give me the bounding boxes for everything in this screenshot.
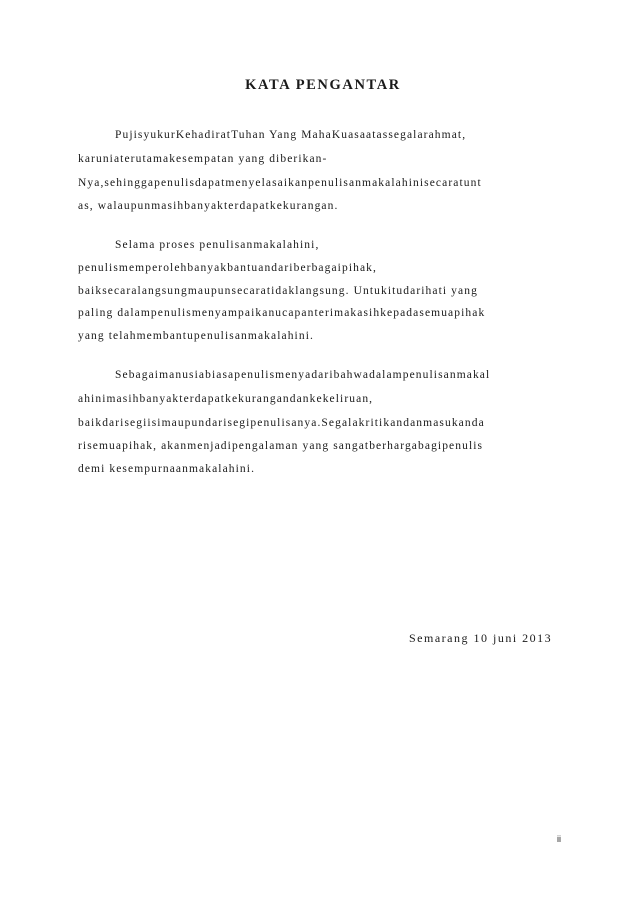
paragraph-line: risemuapihak, akanmenjadipengalaman yang sangatberhargabagipenulis bbox=[78, 440, 484, 452]
paragraph-line: paling dalampenulismenyampaikanucapanterimakasihkepadasemuapihak bbox=[78, 307, 486, 319]
paragraph-line: yang telahmembantupenulisanmakalahini. bbox=[78, 330, 314, 342]
paragraph-line: PujisyukurKehadiratTuhan Yang MahaKuasaatassegalarahmat, bbox=[115, 129, 467, 141]
paragraph-line: Selama proses penulisanmakalahini, bbox=[115, 239, 320, 251]
paragraph-line: penulismemperolehbanyakbantuandariberbagaipihak, bbox=[78, 262, 377, 274]
page-number: ii bbox=[557, 834, 561, 844]
signature-place-date: Semarang 10 juni 2013 bbox=[409, 631, 553, 645]
paragraph-line: ahinimasihbanyakterdapatkekurangandankekeliruan, bbox=[78, 393, 374, 405]
paragraph-line: demi kesempurnaanmakalahini. bbox=[78, 463, 256, 475]
paragraph-line: baiksecaralangsungmaupunsecaratidaklangsung. Untukitudarihati yang bbox=[78, 285, 478, 297]
page-title: KATA PENGANTAR bbox=[245, 77, 401, 93]
paragraph-line: Nya,sehinggapenulisdapatmenyelasaikanpenulisanmakalahinisecaratunt bbox=[78, 177, 482, 189]
paragraph-line: baikdarisegiisimaupundarisegipenulisanya.Segalakritikandanmasukanda bbox=[78, 417, 485, 429]
paragraph-line: as, walaupunmasihbanyakterdapatkekurangan. bbox=[78, 200, 339, 212]
paragraph-line: Sebagaimanusiabiasapenulismenyadaribahwadalampenulisanmakal bbox=[115, 369, 491, 381]
paragraph-line: karuniaterutamakesempatan yang diberikan- bbox=[78, 153, 328, 165]
